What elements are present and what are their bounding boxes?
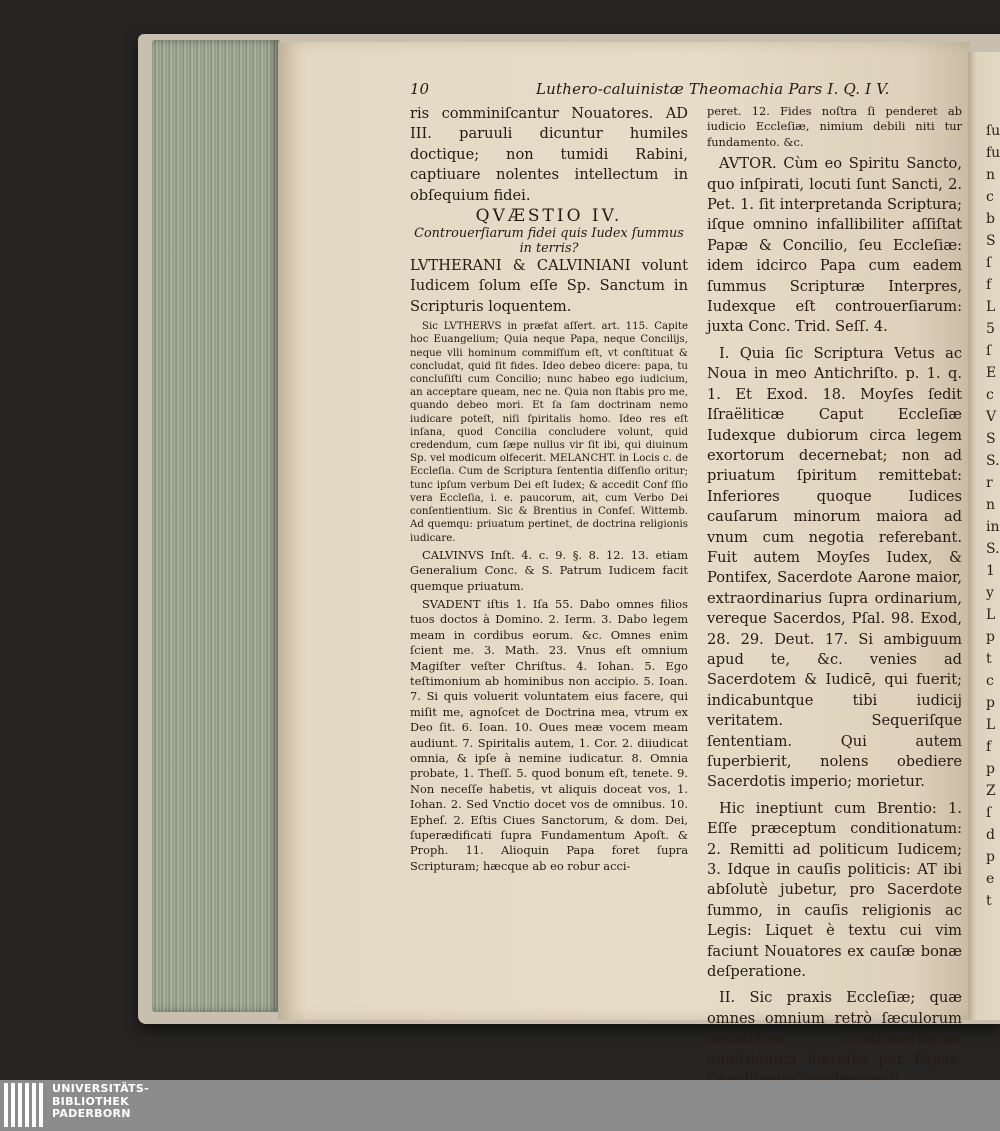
facing-page-fragment: d: [986, 827, 995, 843]
facing-page-fragment: L: [986, 299, 996, 315]
paragraph: LVTHERANI & CALVINIANI volunt Iudicem ſolum eſſe Sp. Sanctum in Scripturis loquentem.: [410, 257, 688, 315]
left-text-column: [410, 104, 688, 874]
paragraph: Hic ineptiunt cum Brentio: 1. Eſſe præceptum conditionatum: 2. Remitti ad politicum Iudicem; 3. Idque in cauſis politicis: AT ibi abſolutè jubetur, pro Sacerdote ſummo, in cauſis religionis ac Legis: Liquet è textu cui vim faciunt Nouatores ex cauſæ bonæ deſperatione.: [707, 799, 962, 981]
facing-page-fragment: 1: [986, 563, 995, 579]
paragraph: SVADENT iſtis 1. Iſa 55. Dabo omnes filios tuos doctos à Domino. 2. Ierm. 3. Dabo legem meam in cordibus eorum. &c. Omnes enim ſcient me. 3. Math. 23. Vnus eſt omnium Magiſter veſter Chriſtus. 4. Iohan. 5. Ego teſtimonium ab hominibus non accipio. 5. Ioan. 7. Si quis voluerit voluntatem eius facere, qui miſit me, agnoſcet de Doctrina mea, vtrum ex Deo ſit. 6. Ioan. 10. Oues meæ vocem meam audiunt. 7. Spiritalis autem, 1. Cor. 2. diiudicat omnia, & ipſe à nemine iudicatur. 8. Omnia probate, 1. Theſſ. 5. quod bonum eſt, tenete. 9. Non neceſſe habetis, vt aliquis doceat vos, 1. Iohan. 2. Sed Vnctio docet vos de omnibus. 10. Epheſ. 2. Eſtis Ciues Sanctorum, & dom. Dei, ſuperædificati ſupra Fundamentum Apoſt. & Proph. 11. Alioquin Papa foret ſupra Scripturam; hæcque ab eo robur acci-: [410, 596, 688, 873]
facing-page-fragment: ſ: [986, 343, 992, 359]
paragraph: II. Sic praxis Eccleſiæ; quæ omnes omnium retrò ſæculorum nouatrices controuerſarum quæſtionum hæreſes per Papas,: [707, 989, 962, 1068]
paragraph: ris comminiſcantur Nouatores. AD III. paruuli dicuntur humiles doctique; non tumidi Rabini, captiuare nolentes intellectum in obſequium fidei.: [410, 105, 688, 204]
facing-page-fragment: S: [986, 233, 996, 249]
facing-page-fragment: c: [986, 387, 994, 403]
facing-page-fragment: S.: [986, 453, 1000, 469]
facing-page-fragment: f: [986, 277, 992, 293]
facing-page-fragment: t: [986, 651, 992, 667]
facing-page-fragment: ſ: [986, 255, 992, 271]
paragraph: I. Quia ſic Scriptura Vetus ac Noua in meo Antichriſto. p. 1. q. 1. Et Exod. 18. Moyſes ſedit Iſraëliticæ Caput Eccleſiæ Iudexque dubiorum circa legem exortorum decernebat; non ad priuatum ſpiritum remittebat: Inferiores quoque Iudices cauſarum minorum maiora ad vnum cum negotia referebant. Fuit autem Moyſes Iudex, & Pontifex, Sacerdote Aarone maior, extraordinarius ſupra ordinarium, vereque Sacerdos, Pſal. 98. Exod, 28. 29. Deut. 17. Si ambiguum apud te, &c. venies ad Sacerdotem & Iudicē, qui fuerit; indicabuntque tibi iudicij veritatem. Sequeriſque ſententiam. Qui autem ſuperbierit, nolens obediere Sacerdotis imperio; morietur.: [707, 344, 962, 791]
library-line-2: BIBLIOTHEK: [52, 1094, 130, 1108]
facing-page-fragment: f: [986, 739, 992, 755]
running-title: Luthero-caluinistæ Theomachia Pars I. Q. I V.: [536, 80, 890, 98]
right-text-column: [707, 104, 962, 1105]
facing-page-fragment: p: [986, 629, 995, 645]
library-name: [52, 1083, 149, 1121]
facing-page-fragment: r: [986, 475, 993, 491]
right-page-edge: [968, 52, 1000, 1020]
question-title: QVÆSTIO IV.: [475, 206, 623, 227]
facing-page-fragment: e: [986, 871, 995, 887]
facing-page-fragment: L: [986, 607, 996, 623]
facing-page-fragment: y: [986, 585, 994, 601]
facing-page-fragment: b: [986, 211, 995, 227]
facing-page-fragment: Z: [986, 783, 996, 799]
paragraph: peret. 12. Fides noſtra ſi penderet ab iudicio Eccleſiæ, nimium debili niti tur fundamento. &c.: [707, 104, 962, 149]
page-header: [410, 80, 965, 104]
question-subtitle: Controuerſiarum fidei quis Iudex ſummus in terris?: [414, 226, 684, 257]
facing-page-fragment: L: [986, 717, 996, 733]
facing-page-fragment: c: [986, 189, 994, 205]
page-number: 10: [410, 80, 430, 98]
facing-page-fragment: S.: [986, 541, 1000, 557]
facing-page-fragment: V: [986, 409, 997, 425]
library-footer: [0, 1080, 1000, 1131]
library-line-3: PADERBORN: [52, 1107, 131, 1120]
facing-page-fragment: t: [986, 893, 992, 909]
facing-page-fragment: p: [986, 849, 995, 865]
paragraph: CALVINVS Inſt. 4. c. 9. §. 8. 12. 13. etiam Generalium Conc. & S. Patrum Iudicem facit quemque priuatum.: [410, 547, 688, 593]
facing-page-fragment: ſ: [986, 805, 992, 821]
facing-page-fragment: 5: [986, 321, 995, 337]
facing-page-fragment: n: [986, 167, 996, 183]
page-block-edges: [152, 40, 280, 1012]
facing-page-fragment: S: [986, 431, 996, 447]
paragraph-note: Sic LVTHERVS in præfat aſſert. art. 115. Capite hoc Euangelium; Quia neque Papa, neque Concilijs, neque vlli hominum commiſſum eſt, vt conſtituat & concludat, quid ſit fides. Ideo debeo dicere: papa, tu concluſiſti cum Concilio; nunc habeo ego iudicium, an acceptare queam, nec ne. Quia non ſtabis pro me, quando debeo mori. Et ſa ſam doctrinam nemo iudicare poteſt, niſi ſpiritalis homo. Ideo res eſt inſana, quod Concilia concludere volunt, quid credendum, cum ſæpe nullus vir ſit ibi, qui diuinum Sp. vel modicum olfecerit. MELANCHT. in Locis c. de Eccleſia. Cum de Scriptura ſententia diſſenſio oritur; tunc ipſum verbum Dei eſt Iudex; & accedit Conf ſſio vera Eccleſia, i. e. paucorum, ait, cum Verbo Dei conſentientium. Sic & Brentius in Confeſ. Wittemb. Ad quemqu: priuatum pertinet, de doctrina religionis iudicare.: [410, 321, 688, 544]
facing-page-fragment: ſu: [986, 123, 1000, 139]
library-logo: [4, 1083, 48, 1127]
facing-page-fragment: n: [986, 497, 996, 513]
facing-page-fragment: p: [986, 695, 995, 711]
facing-page-fragment: fu: [986, 145, 1000, 161]
facing-page-fragment: E: [986, 365, 997, 381]
paragraph: AVTOR. Cùm eo Spiritu Sancto, quo inſpirati, locuti ſunt Sancti, 2. Pet. 1. ſit interpretanda Scriptura; iſque omnino infallibiliter aſſiſtat Papæ & Concilio, ſeu Eccleſiæ: idem idcirco Papa cum eadem ſummus Scripturæ Interpres, Iudexque eſt controuerſiarum: juxta Conc. Trid. Seſſ. 4.: [707, 155, 962, 336]
facing-page-fragment: p: [986, 761, 995, 777]
facing-page-fragment: in: [986, 519, 1000, 535]
library-line-1: UNIVERSITÄTS-: [52, 1082, 149, 1095]
facing-page-fragment: c: [986, 673, 994, 689]
